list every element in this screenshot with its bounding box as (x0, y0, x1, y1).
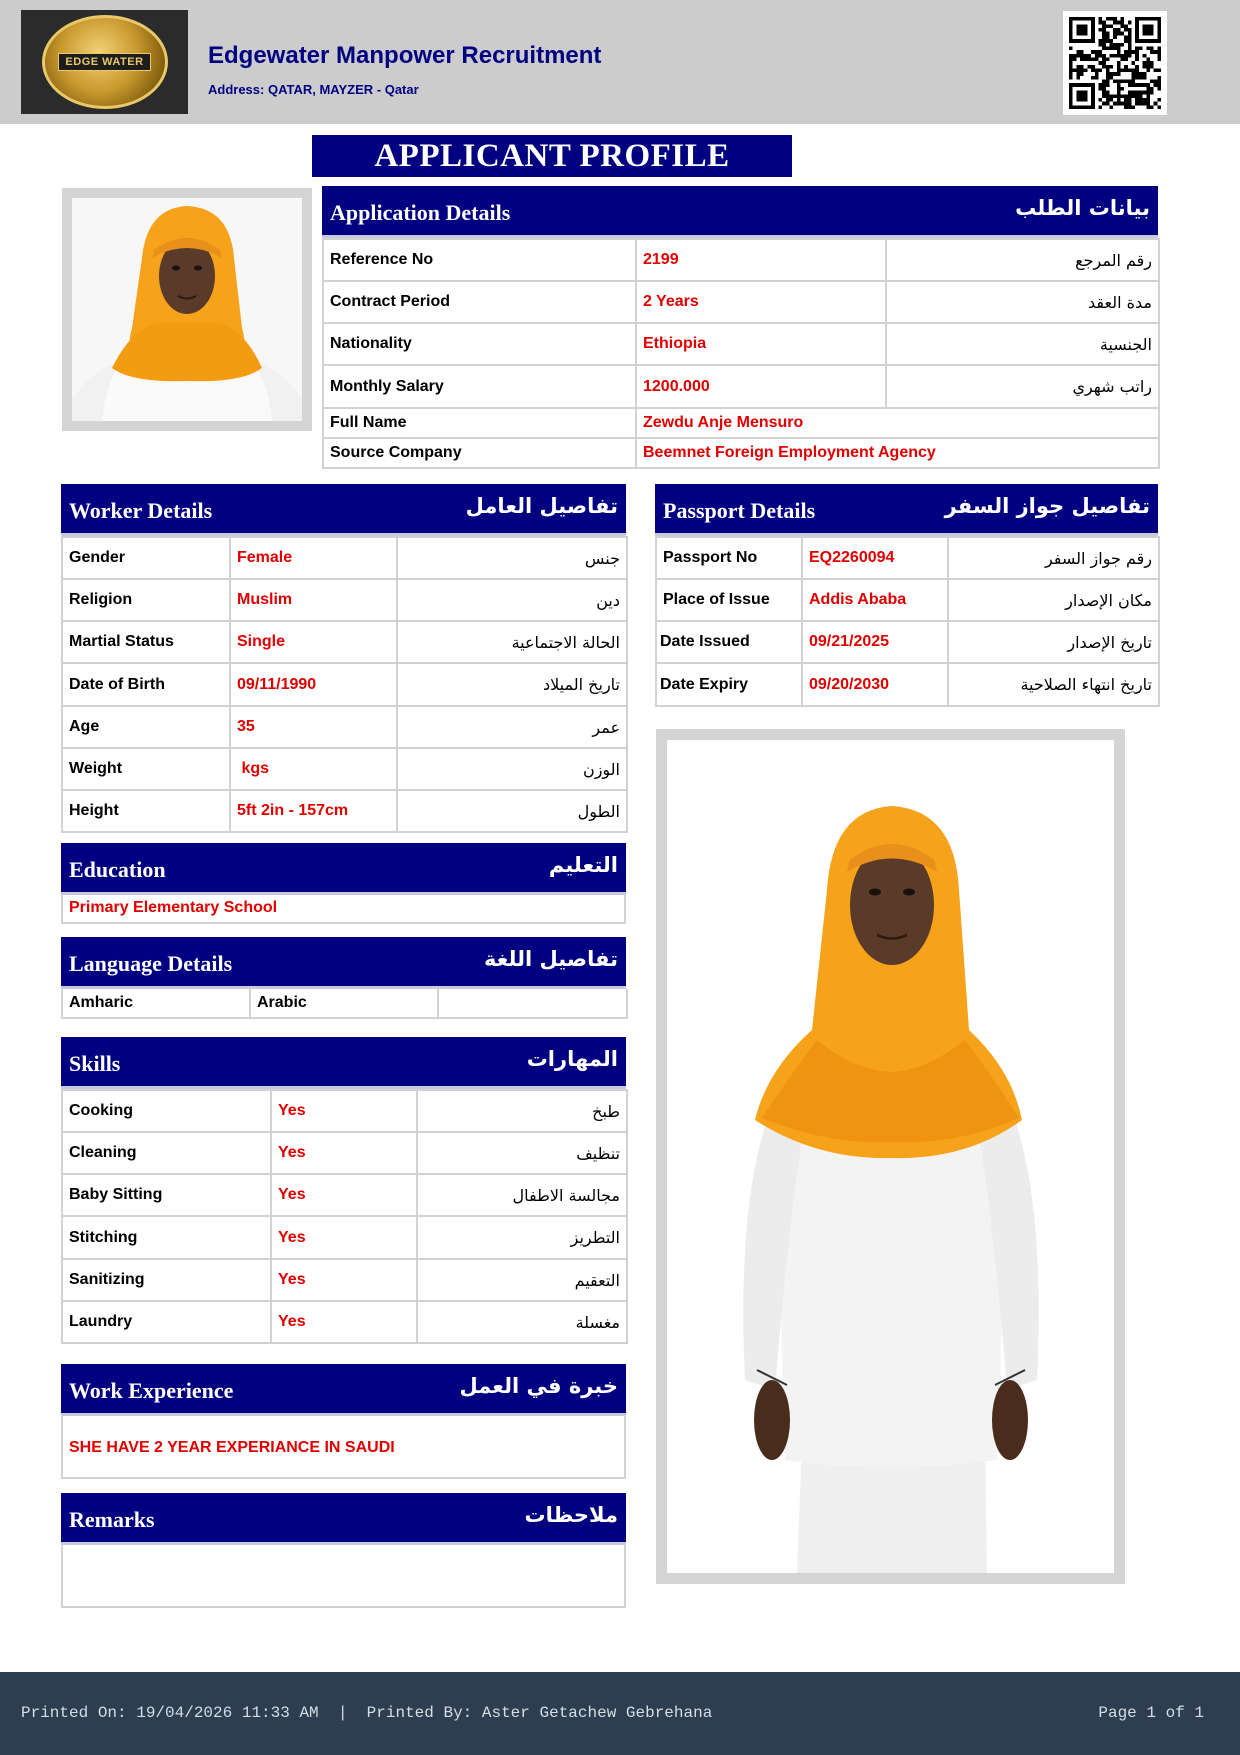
row-label: Date Issued (656, 621, 802, 663)
section-title-en: Work Experience (69, 1378, 234, 1403)
table-row (323, 408, 1159, 438)
row-label: Gender (62, 537, 230, 579)
row-label: Passport No (656, 537, 802, 579)
row-label: Stitching (62, 1216, 271, 1259)
table-row (62, 537, 627, 579)
table-row (62, 1090, 627, 1132)
remarks-value (61, 1545, 626, 1608)
application-details-header (322, 186, 1158, 238)
row-value: EQ2260094 (802, 537, 948, 579)
table-row (656, 621, 1159, 663)
row-value: Muslim (230, 579, 397, 621)
section-title-en: Passport Details (663, 498, 816, 523)
full-name-label: Full Name (323, 408, 636, 438)
table-row (62, 1259, 627, 1301)
section-title-ar: تفاصيل العامل (465, 494, 618, 518)
row-label-ar: الجنسية (886, 323, 1159, 365)
row-label: Martial Status (62, 621, 230, 663)
print-footer (0, 1672, 1240, 1755)
row-value: 2 Years (636, 281, 886, 323)
table-row (62, 989, 627, 1018)
row-label: Monthly Salary (323, 365, 636, 408)
table-row (62, 706, 627, 748)
skills-table (61, 1089, 628, 1344)
row-label: Sanitizing (62, 1259, 271, 1301)
language-item: Arabic (250, 989, 438, 1018)
row-label-ar: تاريخ انتهاء الصلاحية (948, 663, 1159, 706)
logo-emblem (42, 15, 168, 109)
row-label-ar: جنس (397, 537, 627, 579)
row-label-ar: رقم جواز السفر (948, 537, 1159, 579)
language-section (61, 937, 626, 1019)
table-row (62, 1132, 627, 1174)
row-value: Yes (271, 1090, 417, 1132)
section-title-ar: خبرة في العمل (459, 1374, 618, 1398)
section-title-ar: ملاحظات (524, 1503, 618, 1527)
page-title: APPLICANT PROFILE (312, 135, 792, 177)
source-company-label: Source Company (323, 438, 636, 468)
table-row (656, 579, 1159, 621)
row-value: Female (230, 537, 397, 579)
profile-photo (72, 198, 302, 421)
passport-details-section (655, 484, 1158, 707)
language-header (61, 937, 626, 989)
row-label: Place of Issue (656, 579, 802, 621)
row-label: Age (62, 706, 230, 748)
section-title-en: Worker Details (69, 498, 213, 523)
row-label-ar: الطول (397, 790, 627, 832)
section-title-en: Application Details (330, 200, 511, 225)
company-address: Address: QATAR, MAYZER - Qatar (208, 82, 419, 97)
section-title-en: Remarks (69, 1507, 155, 1532)
row-label: Laundry (62, 1301, 271, 1343)
row-value: 35 (230, 706, 397, 748)
worker-details-table (61, 536, 628, 833)
table-row (62, 663, 627, 706)
language-table (61, 989, 628, 1019)
page-number: Page 1 of 1 (1098, 1704, 1204, 1722)
passport-details-table (655, 536, 1160, 707)
document-header (0, 0, 1240, 124)
company-name: Edgewater Manpower Recruitment (208, 42, 602, 69)
education-header (61, 843, 626, 895)
table-row (62, 1216, 627, 1259)
row-label: Religion (62, 579, 230, 621)
row-label-ar: راتب شهري (886, 365, 1159, 408)
worker-details-header (61, 484, 626, 536)
profile-photo-frame (62, 188, 312, 431)
table-row (323, 365, 1159, 408)
table-row (62, 579, 627, 621)
row-value: Addis Ababa (802, 579, 948, 621)
skills-header (61, 1037, 626, 1089)
section-title-ar: تفاصيل جواز السفر (944, 494, 1150, 518)
qr-code (1063, 11, 1167, 115)
row-label: Height (62, 790, 230, 832)
row-label: Weight (62, 748, 230, 790)
row-value: 2199 (636, 239, 886, 281)
row-label-ar: التطريز (417, 1216, 627, 1259)
full-name-value: Zewdu Anje Mensuro (636, 408, 1159, 438)
work-experience-value: SHE HAVE 2 YEAR EXPERIANCE IN SAUDI (61, 1416, 626, 1479)
row-label: Contract Period (323, 281, 636, 323)
work-experience-header (61, 1364, 626, 1416)
language-item: Amharic (62, 989, 250, 1018)
row-value: Yes (271, 1174, 417, 1216)
table-row (62, 1301, 627, 1343)
full-body-photo-frame (656, 729, 1125, 1584)
row-label: Cooking (62, 1090, 271, 1132)
row-label: Baby Sitting (62, 1174, 271, 1216)
row-value: 5ft 2in - 157cm (230, 790, 397, 832)
language-item (438, 989, 627, 1018)
table-row (62, 748, 627, 790)
passport-details-header (655, 484, 1158, 536)
row-label: Reference No (323, 239, 636, 281)
row-value: 1200.000 (636, 365, 886, 408)
row-label-ar: عمر (397, 706, 627, 748)
row-label-ar: التعقيم (417, 1259, 627, 1301)
row-value: Yes (271, 1259, 417, 1301)
logo-text: EDGE WATER (58, 53, 150, 71)
section-title-en: Skills (69, 1051, 121, 1076)
source-company-value: Beemnet Foreign Employment Agency (636, 438, 1159, 468)
row-label-ar: تاريخ الإصدار (948, 621, 1159, 663)
application-details-table (322, 238, 1160, 469)
education-value: Primary Elementary School (61, 895, 626, 924)
table-row (62, 621, 627, 663)
row-label-ar: تنظيف (417, 1132, 627, 1174)
row-value: Yes (271, 1301, 417, 1343)
education-section (61, 843, 626, 924)
section-title-ar: المهارات (526, 1047, 618, 1071)
table-row (323, 438, 1159, 468)
section-title-ar: بيانات الطلب (1015, 196, 1150, 220)
row-label-ar: مجالسة الاطفال (417, 1174, 627, 1216)
section-title-ar: التعليم (548, 853, 618, 877)
row-value: Yes (271, 1216, 417, 1259)
row-value: kgs (230, 748, 397, 790)
row-label-ar: مدة العقد (886, 281, 1159, 323)
skills-section (61, 1037, 626, 1344)
row-value: 09/11/1990 (230, 663, 397, 706)
row-value: 09/21/2025 (802, 621, 948, 663)
table-row (323, 323, 1159, 365)
section-title-en: Language Details (69, 951, 233, 976)
table-row (323, 239, 1159, 281)
row-label-ar: الوزن (397, 748, 627, 790)
remarks-section (61, 1493, 626, 1608)
section-title-ar: تفاصيل اللغة (483, 947, 618, 971)
row-label-ar: دين (397, 579, 627, 621)
table-row (62, 1174, 627, 1216)
table-row (62, 790, 627, 832)
printed-info: Printed On: 19/04/2026 11:33 AM | Printed By: Aster Getachew Gebrehana (21, 1704, 713, 1722)
row-label-ar: مكان الإصدار (948, 579, 1159, 621)
row-value: Single (230, 621, 397, 663)
company-logo (21, 10, 188, 114)
row-value: Yes (271, 1132, 417, 1174)
row-label-ar: الحالة الاجتماعية (397, 621, 627, 663)
section-title-en: Education (69, 857, 166, 882)
table-row (323, 281, 1159, 323)
row-label-ar: رقم المرجع (886, 239, 1159, 281)
application-details-section (322, 186, 1158, 469)
row-value: 09/20/2030 (802, 663, 948, 706)
table-row (656, 663, 1159, 706)
row-label: Nationality (323, 323, 636, 365)
row-label: Date of Birth (62, 663, 230, 706)
remarks-header (61, 1493, 626, 1545)
full-body-photo (667, 740, 1114, 1573)
table-row (656, 537, 1159, 579)
work-experience-section (61, 1364, 626, 1479)
row-value: Ethiopia (636, 323, 886, 365)
row-label-ar: تاريخ الميلاد (397, 663, 627, 706)
row-label-ar: طبخ (417, 1090, 627, 1132)
worker-details-section (61, 484, 626, 833)
row-label: Cleaning (62, 1132, 271, 1174)
row-label: Date Expiry (656, 663, 802, 706)
row-label-ar: مغسلة (417, 1301, 627, 1343)
